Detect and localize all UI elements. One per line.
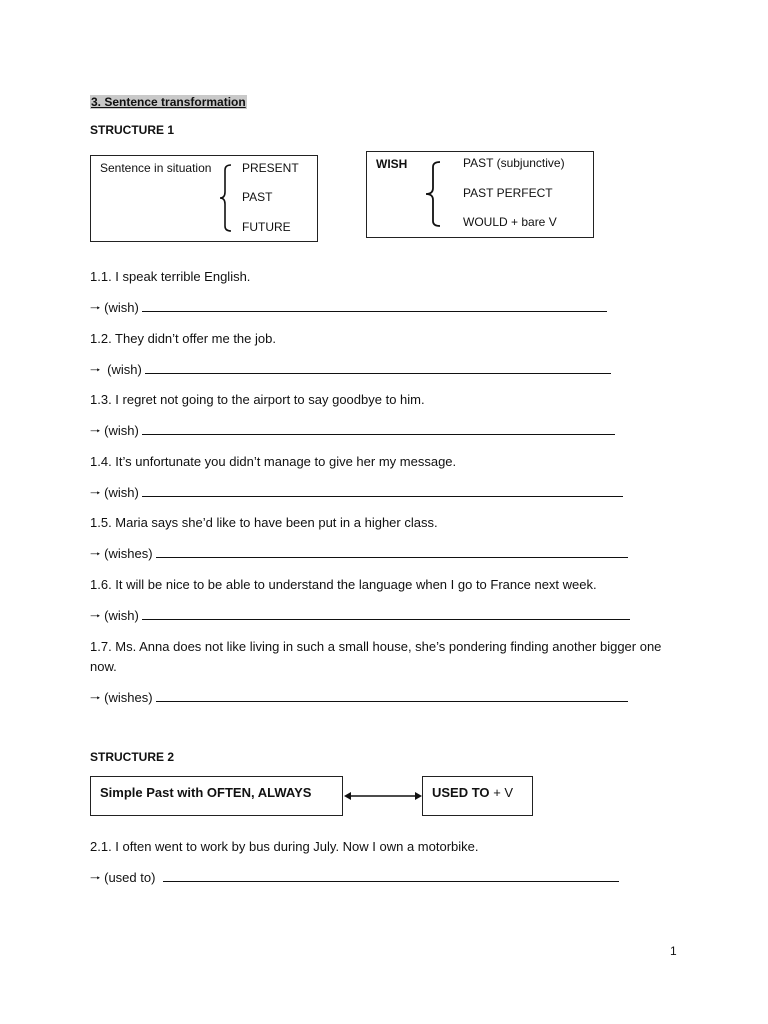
structure-2-heading: STRUCTURE 2 <box>90 750 175 764</box>
answer-prompt: (wish) <box>107 362 142 377</box>
wish-past-perfect: PAST PERFECT <box>463 186 553 200</box>
arrow-icon: 🠒 <box>90 547 101 561</box>
arrow-icon: 🠒 <box>90 871 101 885</box>
arrow-icon: 🠒 <box>90 486 101 500</box>
curly-brace-icon <box>425 161 443 227</box>
structure-1-wish-box <box>366 151 594 238</box>
wish-past-subjunctive: PAST (subjunctive) <box>463 156 565 170</box>
tense-past: PAST <box>242 190 273 204</box>
answer-line-2-1 <box>90 869 619 886</box>
structure-2-simple-past-box <box>90 776 343 816</box>
answer-prompt: (wishes) <box>104 690 153 705</box>
answer-blank[interactable] <box>156 689 628 702</box>
double-arrow-icon <box>343 789 423 803</box>
structure-1-heading: STRUCTURE 1 <box>90 123 175 137</box>
answer-line-1-1 <box>90 299 607 316</box>
tense-present: PRESENT <box>242 161 299 175</box>
wish-label: WISH <box>376 157 408 171</box>
section-title: 3. Sentence transformation <box>91 95 246 109</box>
answer-line-1-3 <box>90 422 615 439</box>
answer-blank[interactable] <box>142 484 623 497</box>
question-1-3: 1.3. I regret not going to the airport to say goodbye to him. <box>90 392 425 407</box>
answer-prompt: (used to) <box>104 870 156 885</box>
answer-prompt: (wish) <box>104 423 139 438</box>
answer-blank[interactable] <box>142 422 615 435</box>
simple-past-label: Simple Past with OFTEN, ALWAYS <box>100 785 312 800</box>
page-number: 1 <box>670 944 677 958</box>
question-1-2: 1.2. They didn’t offer me the job. <box>90 331 276 346</box>
answer-line-1-7 <box>90 689 628 706</box>
answer-blank[interactable] <box>145 361 611 374</box>
arrow-icon: 🠒 <box>90 301 101 315</box>
answer-line-1-6 <box>90 607 630 624</box>
answer-blank[interactable] <box>163 869 619 882</box>
question-2-1: 2.1. I often went to work by bus during July. Now I own a motorbike. <box>90 839 479 854</box>
used-to-label <box>432 785 513 801</box>
answer-blank[interactable] <box>142 299 607 312</box>
answer-prompt: (wish) <box>104 608 139 623</box>
answer-line-1-5 <box>90 545 628 562</box>
question-1-1: 1.1. I speak terrible English. <box>90 269 251 284</box>
used-to-suffix: + V <box>493 785 514 800</box>
question-1-6: 1.6. It will be nice to be able to understand the language when I go to France next week. <box>90 577 597 592</box>
answer-line-1-2 <box>90 361 611 378</box>
answer-prompt: (wish) <box>104 485 139 500</box>
answer-prompt: (wish) <box>104 300 139 315</box>
arrow-icon: 🠒 <box>90 424 101 438</box>
tense-future: FUTURE <box>242 220 291 234</box>
arrow-icon: 🠒 <box>90 691 101 705</box>
question-1-5: 1.5. Maria says she’d like to have been put in a higher class. <box>90 515 438 530</box>
arrow-icon: 🠒 <box>90 363 101 377</box>
structure-2-used-to-box <box>422 776 533 816</box>
question-1-7: 1.7. Ms. Anna does not like living in such a small house, she’s pondering finding another bigger one now. <box>90 639 662 674</box>
used-to-keyword: USED TO <box>432 785 490 800</box>
arrow-icon: 🠒 <box>90 609 101 623</box>
structure-1-situation-box <box>90 155 318 242</box>
situation-label: Sentence in situation <box>100 161 212 175</box>
answer-prompt: (wishes) <box>104 546 153 561</box>
answer-blank[interactable] <box>142 607 630 620</box>
answer-line-1-4 <box>90 484 623 501</box>
question-1-4: 1.4. It’s unfortunate you didn’t manage to give her my message. <box>90 454 457 469</box>
wish-would-bare-v: WOULD + bare V <box>463 215 557 229</box>
curly-brace-icon <box>219 164 233 232</box>
answer-blank[interactable] <box>156 545 628 558</box>
